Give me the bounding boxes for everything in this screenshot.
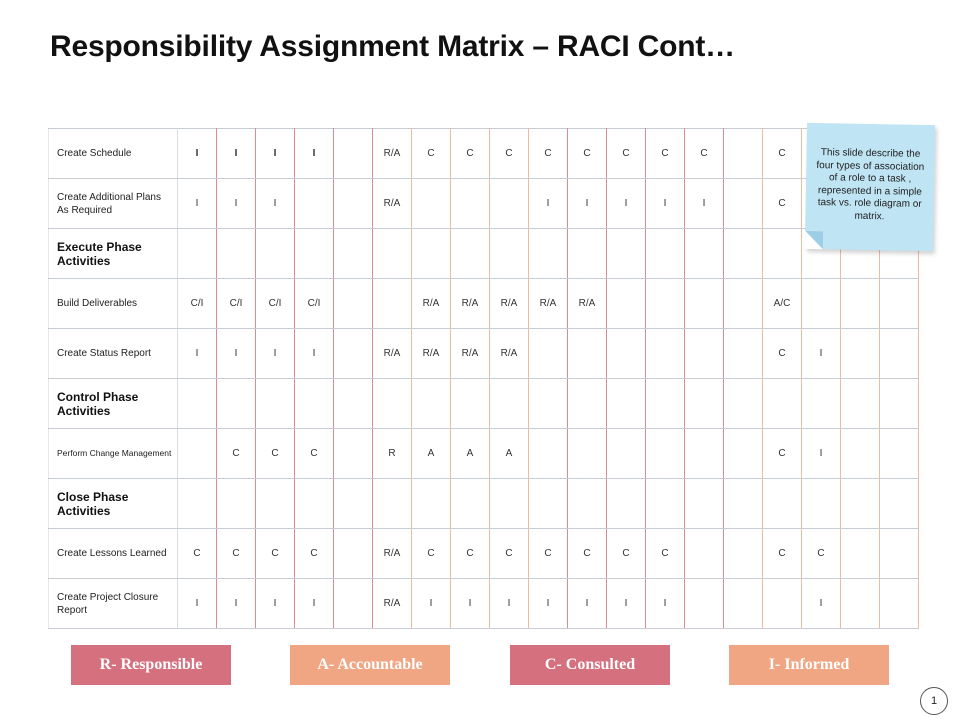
matrix-cell (412, 379, 451, 429)
matrix-cell: R/A (412, 329, 451, 379)
matrix-cell: I (256, 129, 295, 179)
matrix-cell (568, 479, 607, 529)
matrix-cell (841, 329, 880, 379)
matrix-cell: I (568, 579, 607, 629)
matrix-row (49, 329, 919, 379)
matrix-cell (880, 479, 919, 529)
matrix-cell: C (802, 529, 841, 579)
matrix-cell (763, 379, 802, 429)
matrix-cell (763, 479, 802, 529)
matrix-cell: I (256, 179, 295, 229)
matrix-cell: C (217, 529, 256, 579)
matrix-cell: I (295, 329, 334, 379)
matrix-cell (802, 279, 841, 329)
matrix-cell (256, 229, 295, 279)
sticky-note-text: This slide describe the four types of association of a role to a task , represented in a simple task vs. role diagram or matrix. (816, 147, 925, 222)
matrix-cell (646, 329, 685, 379)
matrix-cell: C/I (217, 279, 256, 329)
matrix-cell (763, 579, 802, 629)
matrix-cell (529, 329, 568, 379)
matrix-cell (685, 229, 724, 279)
matrix-cell (334, 479, 373, 529)
matrix-cell (178, 229, 217, 279)
matrix-cell: I (607, 579, 646, 629)
task-label: Perform Change Management (49, 429, 178, 479)
matrix-cell (685, 579, 724, 629)
task-label: Create Schedule (49, 129, 178, 179)
matrix-cell: C (568, 129, 607, 179)
matrix-cell (646, 229, 685, 279)
matrix-cell: I (646, 179, 685, 229)
matrix-cell: R/A (412, 279, 451, 329)
raci-matrix (48, 128, 919, 629)
matrix-cell (334, 579, 373, 629)
matrix-cell (724, 279, 763, 329)
matrix-cell (451, 479, 490, 529)
matrix-cell (880, 279, 919, 329)
matrix-cell: R/A (373, 529, 412, 579)
matrix-cell: I (217, 129, 256, 179)
matrix-cell: R (373, 429, 412, 479)
matrix-cell: I (802, 429, 841, 479)
sticky-note (805, 123, 935, 251)
phase-label: Close Phase Activities (49, 479, 178, 529)
matrix-cell (685, 529, 724, 579)
matrix-cell (724, 529, 763, 579)
matrix-cell: C (256, 429, 295, 479)
matrix-cell (256, 379, 295, 429)
matrix-row (49, 379, 919, 429)
matrix-cell: C (295, 529, 334, 579)
matrix-cell: R/A (568, 279, 607, 329)
matrix-cell: I (490, 579, 529, 629)
matrix-cell: C (607, 129, 646, 179)
matrix-cell: C (490, 529, 529, 579)
matrix-cell: C (256, 529, 295, 579)
matrix-cell (685, 329, 724, 379)
matrix-cell (724, 479, 763, 529)
matrix-cell: I (568, 179, 607, 229)
matrix-cell (880, 329, 919, 379)
matrix-cell: A/C (763, 279, 802, 329)
matrix-cell (841, 379, 880, 429)
matrix-cell (178, 429, 217, 479)
matrix-cell (334, 379, 373, 429)
matrix-row (49, 279, 919, 329)
matrix-cell: C/I (256, 279, 295, 329)
matrix-cell (880, 579, 919, 629)
matrix-cell: C (646, 529, 685, 579)
matrix-cell (334, 329, 373, 379)
matrix-cell: R/A (373, 579, 412, 629)
matrix-cell (685, 279, 724, 329)
matrix-cell (451, 379, 490, 429)
matrix-cell (451, 229, 490, 279)
matrix-cell: I (178, 329, 217, 379)
matrix-cell (490, 229, 529, 279)
matrix-cell: C (607, 529, 646, 579)
matrix-cell: C (217, 429, 256, 479)
matrix-cell: C (529, 529, 568, 579)
matrix-cell (880, 379, 919, 429)
matrix-cell (802, 379, 841, 429)
matrix-cell (334, 179, 373, 229)
matrix-cell: C (763, 329, 802, 379)
matrix-cell: I (178, 179, 217, 229)
matrix-cell (529, 379, 568, 429)
task-label: Create Status Report (49, 329, 178, 379)
matrix-cell (295, 179, 334, 229)
matrix-cell (568, 379, 607, 429)
matrix-cell (373, 479, 412, 529)
legend-informed: I- Informed (729, 645, 889, 685)
matrix-cell: R/A (373, 129, 412, 179)
matrix-cell (178, 379, 217, 429)
matrix-cell: I (217, 179, 256, 229)
matrix-cell: I (256, 579, 295, 629)
matrix-cell: C (763, 179, 802, 229)
matrix-cell (490, 179, 529, 229)
matrix-cell (373, 379, 412, 429)
matrix-cell (685, 379, 724, 429)
matrix-cell: I (646, 579, 685, 629)
matrix-cell (880, 429, 919, 479)
matrix-cell (646, 429, 685, 479)
matrix-cell: C (763, 429, 802, 479)
matrix-cell (607, 229, 646, 279)
matrix-cell (724, 229, 763, 279)
matrix-cell (490, 479, 529, 529)
matrix-cell (607, 429, 646, 479)
matrix-cell (490, 379, 529, 429)
phase-label: Execute Phase Activities (49, 229, 178, 279)
matrix-cell (529, 479, 568, 529)
matrix-cell: I (178, 579, 217, 629)
matrix-cell: I (802, 579, 841, 629)
matrix-cell (724, 429, 763, 479)
matrix-cell (685, 479, 724, 529)
matrix-cell: I (217, 329, 256, 379)
matrix-cell (529, 429, 568, 479)
matrix-row (49, 429, 919, 479)
page-number: 1 (920, 687, 948, 715)
matrix-cell: I (802, 329, 841, 379)
matrix-cell (373, 279, 412, 329)
matrix-cell: I (529, 179, 568, 229)
matrix-cell: C (412, 129, 451, 179)
matrix-cell (217, 479, 256, 529)
matrix-cell: C/I (178, 279, 217, 329)
legend-consulted: C- Consulted (510, 645, 670, 685)
matrix-row (49, 529, 919, 579)
matrix-cell (724, 129, 763, 179)
matrix-cell (412, 479, 451, 529)
matrix-cell: C (763, 129, 802, 179)
matrix-cell: R/A (490, 329, 529, 379)
matrix-cell: C (568, 529, 607, 579)
matrix-cell: C (178, 529, 217, 579)
legend-accountable: A- Accountable (290, 645, 450, 685)
matrix-cell: C (490, 129, 529, 179)
matrix-cell: I (685, 179, 724, 229)
matrix-cell (295, 479, 334, 529)
matrix-cell: I (295, 579, 334, 629)
matrix-cell (607, 479, 646, 529)
matrix-cell: C (646, 129, 685, 179)
sticky-note-fold (805, 231, 823, 249)
matrix-row (49, 479, 919, 529)
task-label: Build Deliverables (49, 279, 178, 329)
matrix-cell (217, 229, 256, 279)
matrix-cell (373, 229, 412, 279)
matrix-cell (412, 229, 451, 279)
matrix-cell: C (763, 529, 802, 579)
matrix-cell (724, 179, 763, 229)
matrix-cell: I (529, 579, 568, 629)
matrix-cell: R/A (451, 329, 490, 379)
matrix-cell: C/I (295, 279, 334, 329)
matrix-cell: C (295, 429, 334, 479)
matrix-cell (217, 379, 256, 429)
matrix-cell (607, 379, 646, 429)
matrix-cell: I (412, 579, 451, 629)
matrix-cell (334, 529, 373, 579)
matrix-cell: C (529, 129, 568, 179)
matrix-cell (880, 529, 919, 579)
legend-responsible: R- Responsible (71, 645, 231, 685)
matrix-cell (841, 579, 880, 629)
matrix-cell (763, 229, 802, 279)
matrix-row (49, 129, 919, 179)
matrix-cell (646, 479, 685, 529)
matrix-cell (841, 279, 880, 329)
task-label: Create Additional Plans As Required (49, 179, 178, 229)
matrix-cell: A (412, 429, 451, 479)
matrix-cell (412, 179, 451, 229)
matrix-cell (568, 429, 607, 479)
matrix-cell: R/A (373, 329, 412, 379)
matrix-cell: R/A (373, 179, 412, 229)
matrix-cell (568, 329, 607, 379)
matrix-cell (295, 379, 334, 429)
matrix-cell: C (451, 129, 490, 179)
matrix-cell (646, 379, 685, 429)
matrix-cell (451, 179, 490, 229)
matrix-cell (334, 129, 373, 179)
phase-label: Control Phase Activities (49, 379, 178, 429)
matrix-cell (334, 229, 373, 279)
slide-title: Responsibility Assignment Matrix – RACI Cont… (50, 30, 735, 63)
matrix-cell: C (685, 129, 724, 179)
matrix-cell: A (451, 429, 490, 479)
matrix-cell (841, 529, 880, 579)
matrix-row (49, 579, 919, 629)
matrix-cell (295, 229, 334, 279)
matrix-cell: I (451, 579, 490, 629)
matrix-cell: I (217, 579, 256, 629)
matrix-cell (802, 479, 841, 529)
matrix-cell (841, 479, 880, 529)
matrix-cell: C (412, 529, 451, 579)
matrix-row (49, 229, 919, 279)
matrix-cell (646, 279, 685, 329)
matrix-cell: I (295, 129, 334, 179)
matrix-cell: R/A (451, 279, 490, 329)
matrix-cell (568, 229, 607, 279)
matrix-cell (841, 429, 880, 479)
matrix-cell (529, 229, 568, 279)
matrix-row (49, 179, 919, 229)
matrix-cell (607, 279, 646, 329)
matrix-cell (256, 479, 295, 529)
matrix-cell (724, 379, 763, 429)
matrix-cell (724, 579, 763, 629)
matrix-cell (724, 329, 763, 379)
task-label: Create Project Closure Report (49, 579, 178, 629)
matrix-cell: R/A (529, 279, 568, 329)
matrix-cell (607, 329, 646, 379)
matrix-cell: I (178, 129, 217, 179)
matrix-cell: A (490, 429, 529, 479)
matrix-cell (178, 479, 217, 529)
matrix-cell: C (451, 529, 490, 579)
task-label: Create Lessons Learned (49, 529, 178, 579)
matrix-cell (685, 429, 724, 479)
matrix-cell: R/A (490, 279, 529, 329)
matrix-cell (334, 279, 373, 329)
matrix-cell: I (607, 179, 646, 229)
matrix-cell (334, 429, 373, 479)
matrix-cell: I (256, 329, 295, 379)
